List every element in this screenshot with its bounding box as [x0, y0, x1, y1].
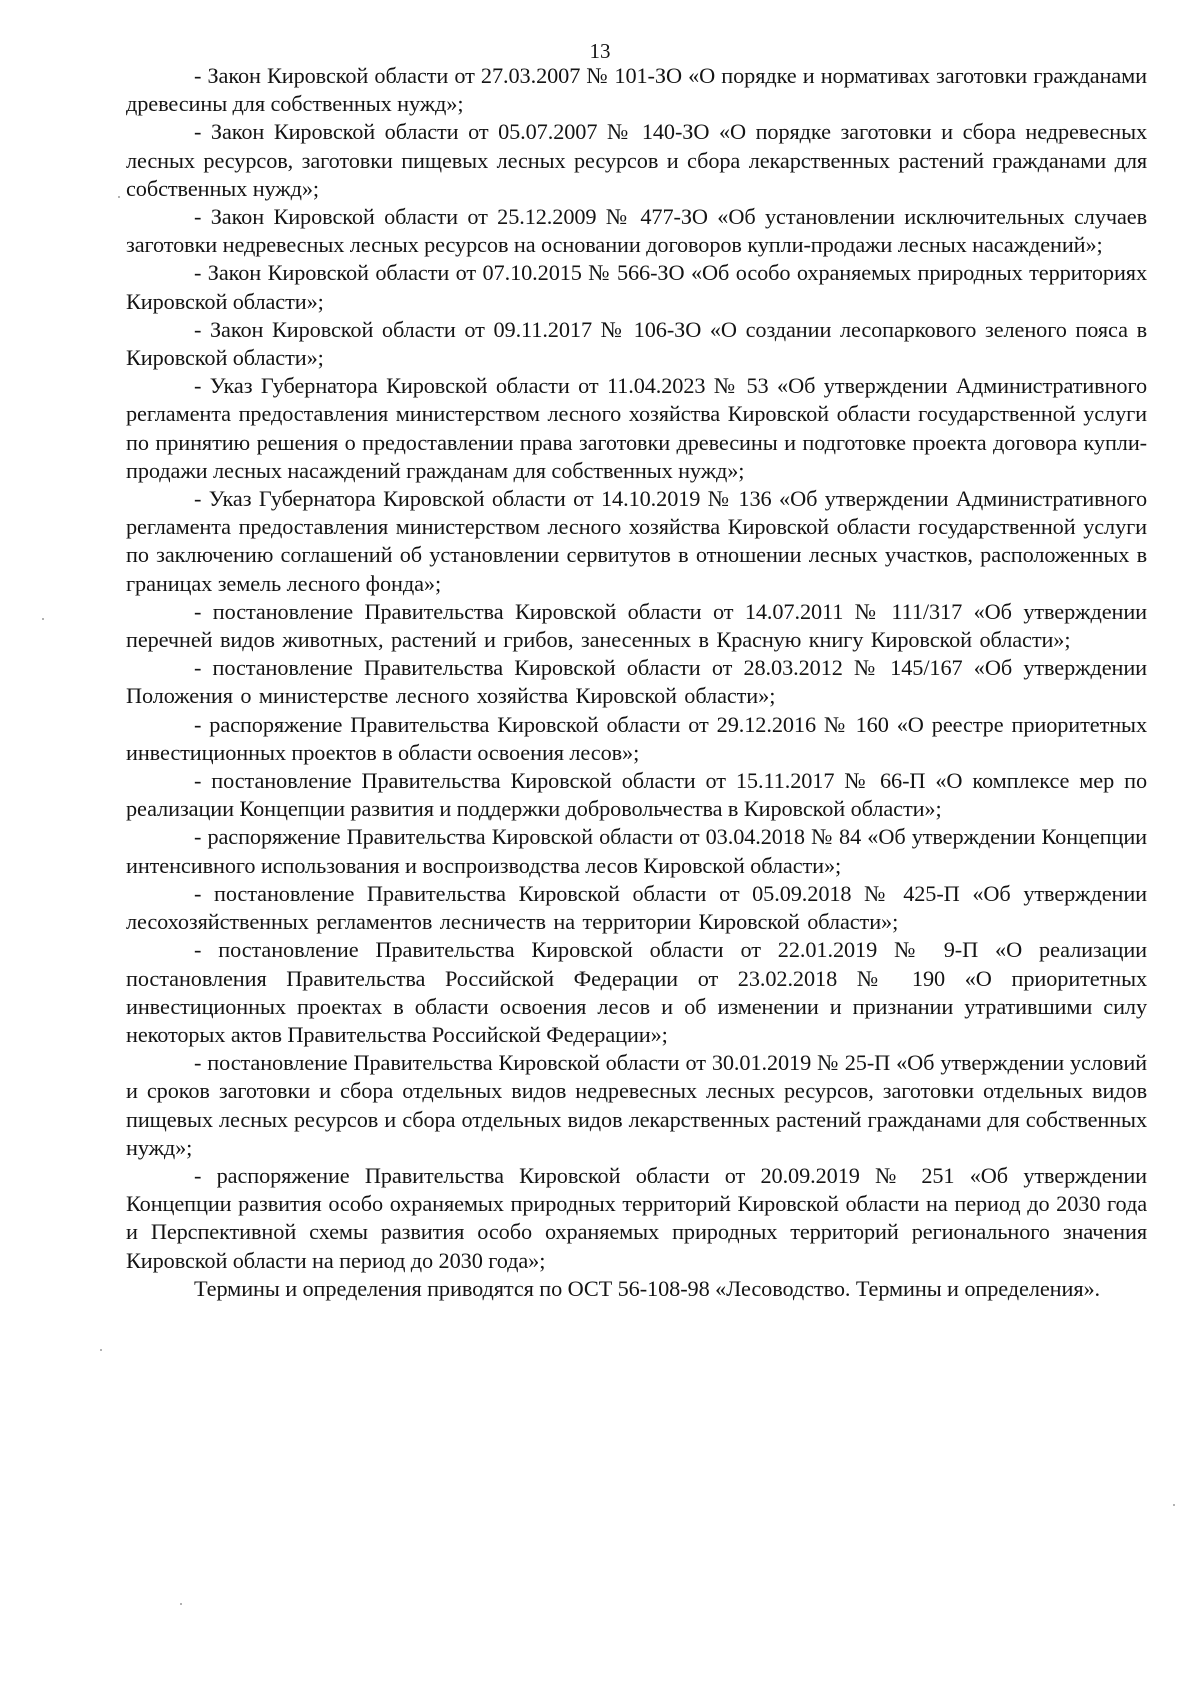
- terms-definitions-paragraph: Термины и определения приводятся по ОСТ 56-108-98 «Лесоводство. Термины и определения».: [194, 1275, 1101, 1301]
- list-item-law-566-zo: - Закон Кировской области от 07.10.2015 № 566-ЗО «Об особо охраняемых природных территориях Кировской области»;: [126, 260, 1147, 314]
- list-item-order-84: - распоряжение Правительства Кировской области от 03.04.2018 № 84 «Об утверждении Концепции интенсивного использования и воспроизводства лесов Кировской области»;: [126, 824, 1147, 878]
- list-item-decree-136: - Указ Губернатора Кировской области от 14.10.2019 № 136 «Об утверждении Административного регламента предоставления министерством лесного хозяйства Кировской области государственной услуги по заключению соглашений об установлении сервитутов в отношении лесных участков, расположенных в границах земель лесного фонда»;: [126, 486, 1147, 596]
- scan-speck: [1173, 1504, 1175, 1506]
- scan-speck: [42, 618, 44, 620]
- list-item-decree-53: - Указ Губернатора Кировской области от 11.04.2023 № 53 «Об утверждении Административного регламента предоставления министерством лесного хозяйства Кировской области государственной услуги по принятию решения о предоставлении права заготовки древесины и подготовке проекта договора купли-продажи лесных насаждений гражданам для собственных нужд»;: [126, 373, 1147, 483]
- list-item-resolution-145-167: - постановление Правительства Кировской области от 28.03.2012 № 145/167 «Об утверждении Положения о министерстве лесного хозяйства Кировской области»;: [126, 655, 1147, 709]
- list-item-resolution-66-p: - постановление Правительства Кировской области от 15.11.2017 № 66-П «О комплексе мер по реализации Концепции развития и поддержки добровольчества в Кировской области»;: [126, 768, 1147, 822]
- page-number: 13: [589, 39, 611, 63]
- list-item-resolution-111-317: - постановление Правительства Кировской области от 14.07.2011 № 111/317 «Об утверждении перечней видов животных, растений и грибов, занесенных в Красную книгу Кировской области»;: [126, 598, 1147, 653]
- list-item-order-251: - распоряжение Правительства Кировской области от 20.09.2019 № 251 «Об утверждении Концепции развития особо охраняемых природных территорий Кировской области на период до 2030 года и Перспективной схемы развития особо охраняемых природных территорий регионального значения Кировской области на период до 2030 года»;: [126, 1162, 1147, 1273]
- list-item-law-106-zo: - Закон Кировской области от 09.11.2017 № 106-ЗО «О создании лесопаркового зеленого пояса в Кировской области»;: [126, 316, 1147, 371]
- scan-speck: [180, 1603, 182, 1605]
- list-item-law-477-zo: - Закон Кировской области от 25.12.2009 № 477-ЗО «Об установлении исключительных случаев заготовки недревесных лесных ресурсов на основании договоров купли-продажи лесных насаждений»;: [126, 204, 1147, 258]
- list-item-resolution-9-p: - постановление Правительства Кировской области от 22.01.2019 № 9-П «О реализации постановления Правительства Российской Федерации от 23.02.2018 № 190 «О приоритетных инвестиционных проектах в области освоения лесов и об изменении и признании утратившими силу некоторых актов Правительства Российской Федерации»;: [126, 937, 1147, 1047]
- document-body: [126, 62, 1147, 1303]
- scan-speck: [118, 196, 120, 198]
- list-item-order-160: - распоряжение Правительства Кировской области от 29.12.2016 № 160 «О реестре приоритетных инвестиционных проектов в области освоения лесов»;: [126, 711, 1147, 765]
- list-item-law-101-zo: - Закон Кировской области от 27.03.2007 № 101-ЗО «О порядке и нормативах заготовки гражданами древесины для собственных нужд»;: [126, 63, 1147, 117]
- scan-speck: [100, 1349, 102, 1351]
- list-item-resolution-425-p: - постановление Правительства Кировской области от 05.09.2018 № 425-П «Об утверждении лесохозяйственных регламентов лесничеств на территории Кировской области»;: [126, 880, 1147, 935]
- list-item-resolution-25-p: - постановление Правительства Кировской области от 30.01.2019 № 25-П «Об утверждении условий и сроков заготовки и сбора отдельных видов недревесных лесных ресурсов, заготовки отдельных видов пищевых лесных ресурсов и сбора отдельных видов лекарственных растений гражданами для собственных нужд»;: [126, 1050, 1147, 1160]
- list-item-law-140-zo: - Закон Кировской области от 05.07.2007 № 140-ЗО «О порядке заготовки и сбора недревесных лесных ресурсов, заготовки пищевых лесных ресурсов и сбора лекарственных растений гражданами для собственных нужд»;: [126, 119, 1147, 201]
